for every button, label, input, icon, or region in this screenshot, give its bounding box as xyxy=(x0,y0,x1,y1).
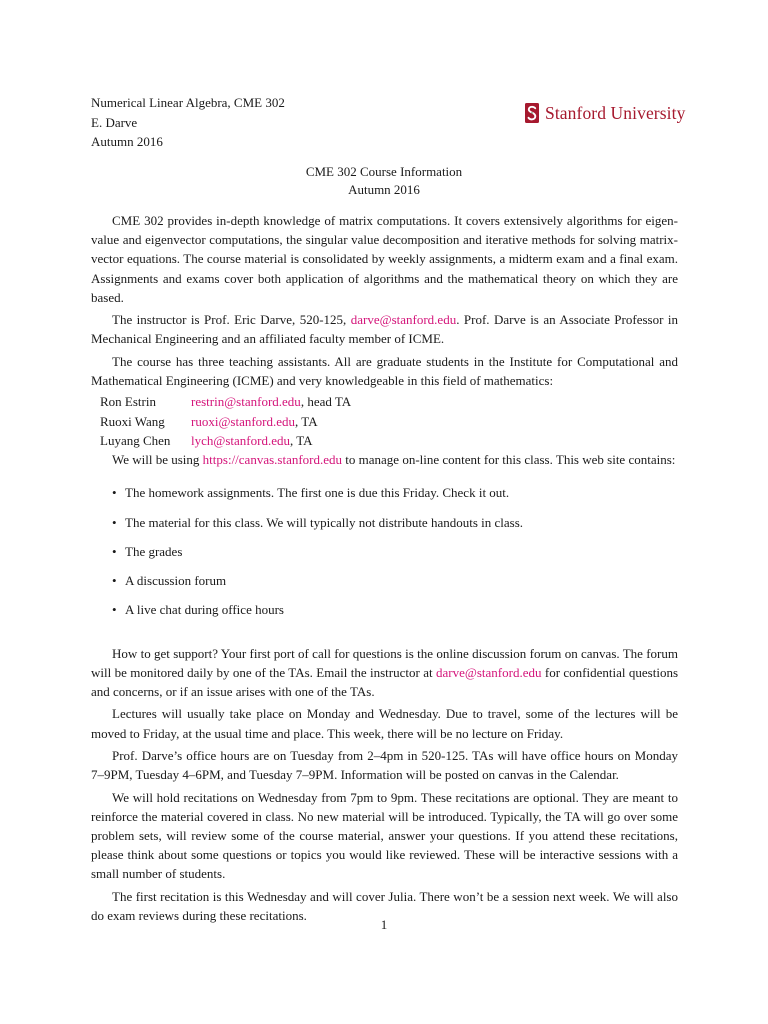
recitations-paragraph: We will hold recitations on Wednesday from 7pm to 9pm. These recitations are optional. They are meant to reinforce the material covered in class. No new material will be introduced. Typically, the TA will go over some problem sets, will review some of the course material, answer your questions. If you attend these recitations, please think about some questions or topics you would like reviewed. These will be interactive sessions with a small number of students. xyxy=(91,789,678,882)
support-paragraph xyxy=(91,644,678,702)
ta-row xyxy=(100,412,351,431)
instructor-paragraph xyxy=(91,310,678,348)
ta-role: , TA xyxy=(289,432,313,448)
canvas-text: We will be using xyxy=(112,452,203,467)
document-body xyxy=(91,211,678,928)
list-item xyxy=(112,513,678,542)
page-number: 1 xyxy=(380,917,388,932)
tas-intro-paragraph: The course has three teaching assistants. All are graduate students in the Institute for Computational and Mathematical Engineering (ICME) and very knowledgeable in this field of mathematics: xyxy=(91,353,678,388)
ta-list xyxy=(100,392,351,450)
canvas-text-rest: to manage on-line content for this class. This web site contains: xyxy=(342,452,676,467)
bullet-icon: • xyxy=(112,514,117,530)
stanford-logo xyxy=(525,101,685,125)
ta-contact xyxy=(191,431,351,450)
ta-name: Ruoxi Wang xyxy=(100,413,165,429)
ta-role: , head TA xyxy=(300,394,352,410)
list-item xyxy=(112,600,678,629)
document-title xyxy=(0,163,768,198)
ta-name: Luyang Chen xyxy=(100,432,171,448)
ta-role: , TA xyxy=(295,413,318,429)
support-text: How to get support? Your first port of call for questions is the online discussion forum on canvas. The forum will be monitored daily by one of the TAs. Email the instructor at xyxy=(91,645,678,680)
support-text-rest: for confidential questions and concerns, or if an issue arises with one of the TAs. xyxy=(91,664,678,700)
list-item-text: The grades xyxy=(125,543,183,559)
list-item-text: The homework assignments. The first one is due this Friday. Check it out. xyxy=(125,485,510,501)
term: Autumn 2016 xyxy=(91,134,163,149)
ta-name: Ron Estrin xyxy=(100,394,156,410)
support-email-link[interactable]: darve@stanford.edu xyxy=(436,664,542,680)
ta-contact xyxy=(191,392,351,411)
ta-email-link[interactable]: lych@stanford.edu xyxy=(191,432,290,448)
ta-row xyxy=(100,392,351,411)
intro-paragraph: CME 302 provides in-depth knowledge of matrix computations. It covers extensively algorithms for eigen-value and eigenvector computations, the singular value decomposition and iterative methods for solving matrix-vector equations. The course material is consolidated by weekly assignments, a midterm exam and a final exam. Assignments and exams cover both application of algorithms and the mathematical theory on which they are based. xyxy=(91,213,678,305)
first-recitation-paragraph: The first recitation is this Wednesday and will cover Julia. There won’t be a session next week. We will also do exam reviews during these recitations. xyxy=(91,888,678,924)
instructor-email-link[interactable]: darve@stanford.edu xyxy=(350,312,457,328)
stanford-s-icon xyxy=(525,103,539,123)
bullet-icon: • xyxy=(112,602,117,618)
ta-email-link[interactable]: ruoxi@stanford.edu xyxy=(191,413,296,429)
list-item xyxy=(112,542,678,571)
list-item-text: A live chat during office hours xyxy=(125,602,284,618)
ta-email-link[interactable]: restrin@stanford.edu xyxy=(191,394,301,410)
course-name: Numerical Linear Algebra, CME 302 xyxy=(91,95,285,110)
list-item xyxy=(112,571,678,600)
canvas-paragraph xyxy=(91,450,678,469)
instructor-text: The instructor is Prof. Eric Darve, 520-125, xyxy=(112,312,351,328)
bullet-icon: • xyxy=(112,543,117,559)
ta-row xyxy=(100,431,351,450)
bullet-icon: • xyxy=(112,573,117,589)
office-hours-paragraph: Prof. Darve’s office hours are on Tuesday from 2–4pm in 520-125. TAs will have office hours on Monday 7–9PM, Tuesday 4–6PM, and Tuesday 7–9PM. Information will be posted on canvas in the Calendar. xyxy=(91,748,678,783)
canvas-url-link[interactable]: https://canvas.stanford.edu xyxy=(202,452,343,467)
instructor-name: E. Darve xyxy=(91,114,138,130)
list-item xyxy=(112,483,678,512)
bullet-icon: • xyxy=(112,485,117,501)
canvas-contents-list xyxy=(91,483,678,629)
logo-wordmark: Stanford University xyxy=(545,102,686,123)
title-subline: Autumn 2016 xyxy=(348,181,420,197)
instructor-text-rest: . Prof. Darve is an Associate Professor in Mechanical Engineering and an affiliated faculty member of ICME. xyxy=(91,312,678,347)
ta-contact xyxy=(191,412,351,431)
document-header xyxy=(91,93,285,152)
list-item-text: The material for this class. We will typically not distribute handouts in class. xyxy=(125,514,524,530)
list-item-text: A discussion forum xyxy=(125,573,227,589)
title-line: CME 302 Course Information xyxy=(305,164,463,179)
lectures-paragraph: Lectures will usually take place on Monday and Wednesday. Due to travel, some of the lectures will be moved to Friday, at the usual time and place. This week, there will be no lecture on Friday. xyxy=(91,706,678,741)
